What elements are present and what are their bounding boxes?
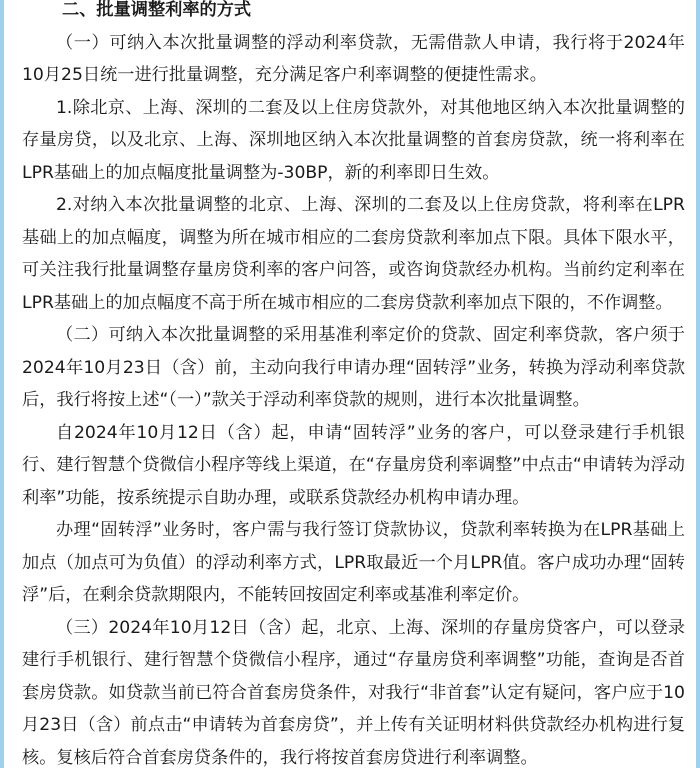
paragraph-3: 2.对纳入本次批量调整的北京、上海、深圳的二套及以上住房贷款，将利率在LPR基础上的加点幅度，调整为所在城市相应的二套房贷款利率加点下限。具体下限水平，可关注我行批量调整存量房贷利率的客户问答，或咨询贷款经办机构。当前约定利率在LPR基础上的加点幅度不高于所在城市相应的二套房贷款利率加点下限的，不作调整。 <box>22 195 685 313</box>
paragraph-4: （二）可纳入本次批量调整的采用基准利率定价的贷款、固定利率贷款，客户须于2024年10月23日（含）前，主动向我行申请办理“固转浮”业务，转换为浮动利率贷款后，我行将按上述“（一）”款关于浮动利率贷款的规则，进行本次批量调整。 <box>22 325 685 410</box>
paragraph-5: 自2024年10月12日（含）起，申请“固转浮”业务的客户，可以登录建行手机银行、建行智慧个贷微信小程序等线上渠道，在“存量房贷利率调整”中点击“申请转为浮动利率”功能，按系统提示自助办理，或联系贷款经办机构申请办理。 <box>22 422 685 508</box>
section-heading: 二、批量调整利率的方式 <box>62 0 252 20</box>
paragraph-1: （一）可纳入本次批量调整的浮动利率贷款，无需借款人申请，我行将于2024年10月25日统一进行批量调整，充分满足客户利率调整的便捷性需求。 <box>22 32 685 85</box>
paragraph-6: 办理“固转浮”业务时，客户需与我行签订贷款协议，贷款利率转换为在LPR基础上加点（加点可为负值）的浮动利率方式，LPR取最近一个月LPR值。客户成功办理“固转浮”后，在剩余贷款期限内，不能转回按固定利率或基准利率定价。 <box>22 520 685 605</box>
paragraph-7: （三）2024年10月12日（含）起，北京、上海、深圳的存量房贷客户，可以登录建行手机银行、建行智慧个贷微信小程序，通过“存量房贷利率调整”功能，查询是否首套房贷款。如贷款当前已符合首套房贷条件，对我行“非首套”认定有疑问，客户应于10月23日（含）前点击“申请转为首套房贷”，并上传有关证明材料供贷款经办机构进行复核。复核后符合首套房贷条件的，我行将按首套房贷进行利率调整。 <box>22 617 685 768</box>
paragraph-2: 1.除北京、上海、深圳的二套及以上住房贷款外，对其他地区纳入本次批量调整的存量房贷，以及北京、上海、深圳地区纳入本次批量调整的首套房贷款，统一将利率在LPR基础上的加点幅度批量调整为-30BP，新的利率即日生效。 <box>22 97 685 183</box>
article-body <box>22 0 685 768</box>
